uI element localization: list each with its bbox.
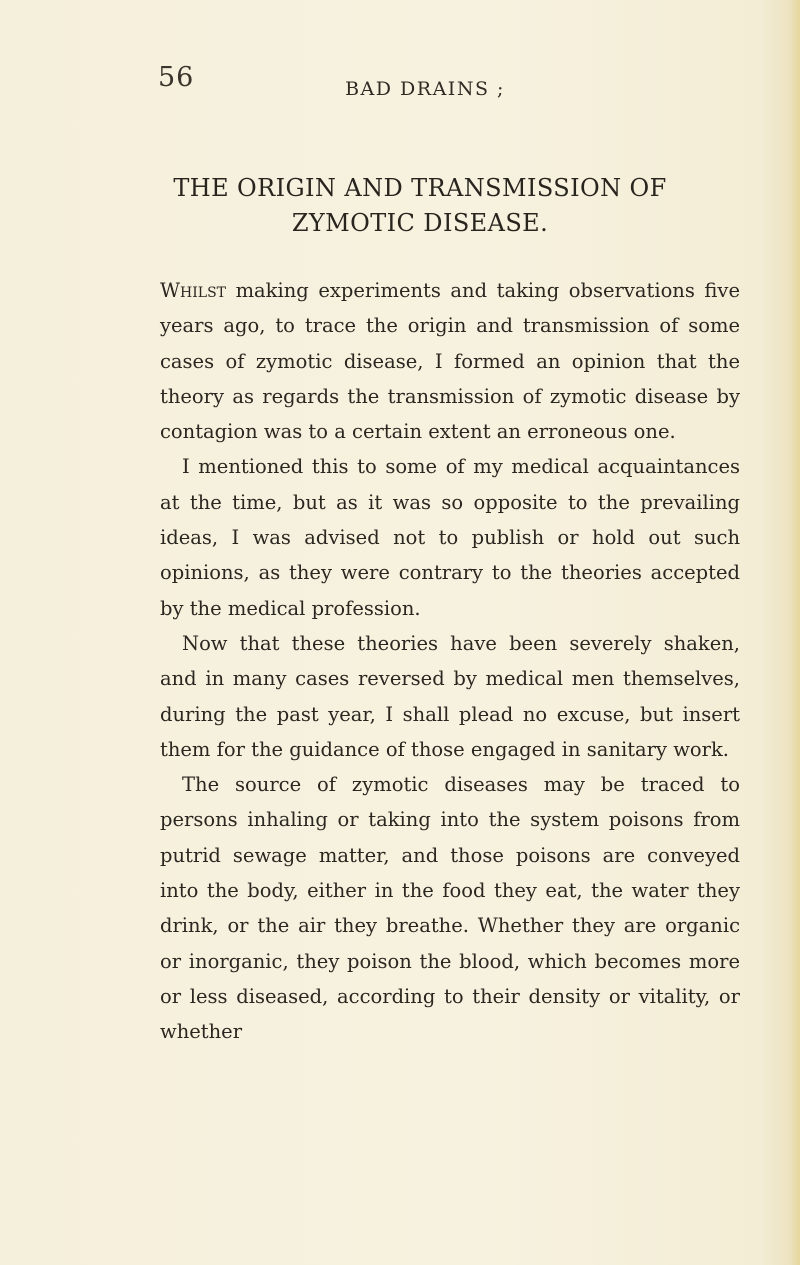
paragraph-1 — [160, 273, 740, 449]
page-number: 56 — [158, 62, 195, 93]
running-head: BAD DRAINS ; — [345, 78, 505, 100]
page-edge — [790, 0, 800, 1265]
paragraph-1-text: making experiments and taking observations five years ago, to trace the origin and transmission of some cases of zymotic disease, I formed an opinion that the theory as regards the transmission of zymotic disease by contagion was to a certain extent an erroneous one. — [160, 279, 740, 444]
section-title: THE ORIGIN AND TRANSMISSION OF ZYMOTIC DISEASE. — [173, 174, 667, 237]
paragraph-3: Now that these theories have been severely shaken, and in many cases reversed by medical men themselves, during the past year, I shall plead no excuse, but insert them for the guidance of those engaged in sanitary work. — [160, 631, 740, 761]
body-text — [160, 273, 740, 1050]
paragraph-lead-word: Whilst — [160, 279, 227, 302]
paragraph-4: The source of zymotic diseases may be traced to persons inhaling or taking into the system poisons from putrid sewage matter, and those poisons are conveyed into the body, either in the food they eat, the water they drink, or the air they breathe. Whether they are organic or inorganic, they poison the blood, which becomes more or less diseased, according to their density or vitality, or whether — [160, 773, 740, 1044]
paragraph-2: I mentioned this to some of my medical acquaintances at the time, but as it was so opposite to the prevailing ideas, I was advised not to publish or hold out such opinions, as they were contrary to the theories accepted by the medical profession. — [160, 455, 740, 620]
